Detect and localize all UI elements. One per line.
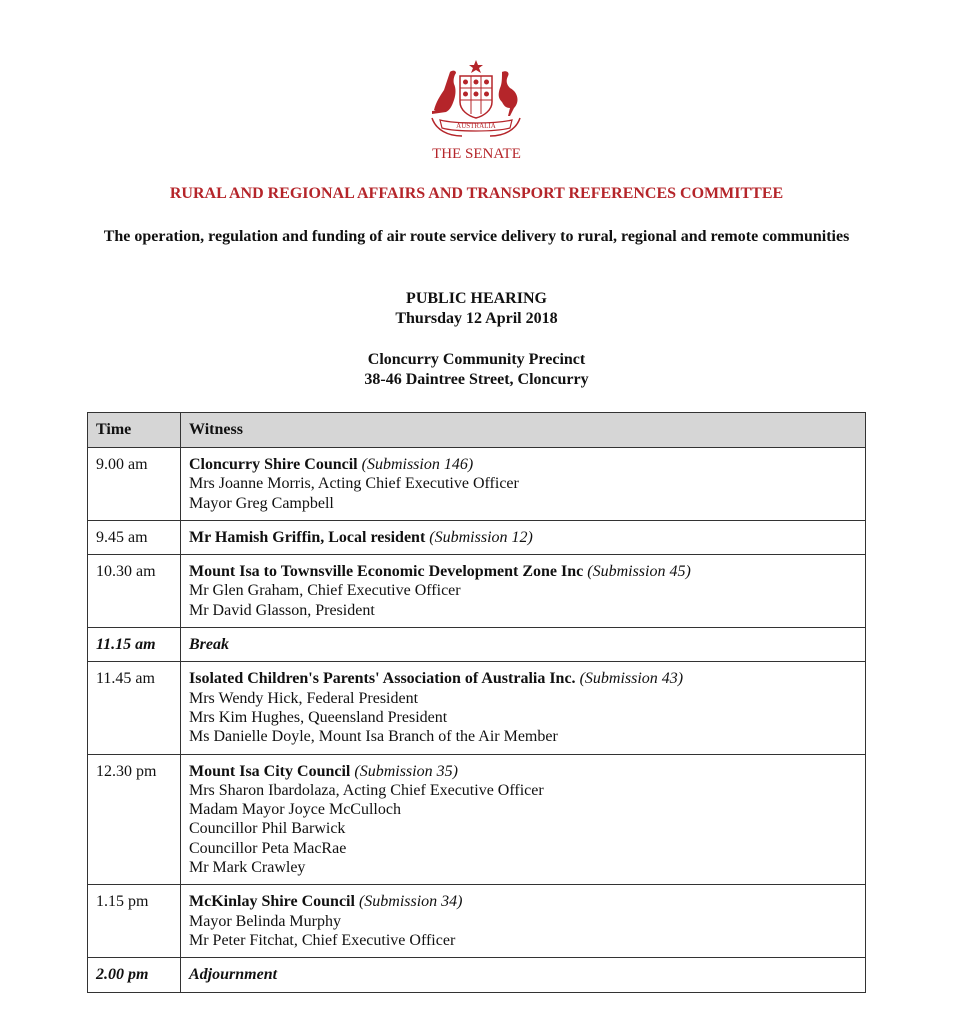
- witness-organisation: Mount Isa City Council: [189, 762, 351, 780]
- break-label: Break: [181, 628, 866, 662]
- witness-person: Councillor Peta MacRae: [189, 839, 347, 857]
- row-witness: [181, 555, 866, 628]
- table-header-row: [88, 413, 866, 448]
- hearing-block: [0, 289, 953, 329]
- inquiry-title: The operation, regulation and funding of air route service delivery to rural, regional and remote communities: [103, 228, 850, 245]
- row-witness: [181, 520, 866, 554]
- witness-organisation: Mount Isa to Townsville Economic Development Zone Inc: [189, 563, 584, 581]
- row-time: 9.45 am: [88, 520, 181, 554]
- row-time: 12.30 pm: [88, 754, 181, 885]
- submission-reference: (Submission 146): [361, 456, 474, 473]
- witness-organisation: Cloncurry Shire Council: [189, 456, 358, 473]
- witness-organisation: Isolated Children's Parents' Association of Australia Inc.: [189, 670, 576, 688]
- hearing-date: Thursday 12 April 2018: [395, 310, 558, 327]
- row-witness: [181, 448, 866, 521]
- table-row: [88, 662, 866, 754]
- row-time: 11.15 am: [88, 628, 181, 662]
- adjournment-label: Adjournment: [181, 958, 866, 992]
- submission-reference: (Submission 43): [579, 670, 684, 688]
- witness-person: Madam Mayor Joyce McCulloch: [189, 801, 401, 819]
- witness-person: Mrs Joanne Morris, Acting Chief Executive Officer: [189, 475, 519, 493]
- row-witness: [181, 662, 866, 754]
- witness-person: Mrs Sharon Ibardolaza, Acting Chief Executive Officer: [189, 781, 544, 799]
- witness-person: Mr Glen Graham, Chief Executive Officer: [189, 582, 461, 600]
- coat-of-arms-logo: [426, 58, 526, 138]
- column-header-witness: Witness: [181, 413, 866, 448]
- witness-person: Mayor Belinda Murphy: [189, 912, 341, 930]
- row-time: 2.00 pm: [88, 958, 181, 992]
- break-row: [88, 628, 866, 662]
- program-table: [87, 412, 866, 993]
- witness-person: Mrs Wendy Hick, Federal President: [189, 689, 419, 707]
- venue-name: Cloncurry Community Precinct: [367, 351, 586, 368]
- row-time: 10.30 am: [88, 555, 181, 628]
- venue-address: 38-46 Daintree Street, Cloncurry: [364, 371, 589, 388]
- crest-label: AUSTRALIA: [456, 122, 496, 130]
- witness-person: Ms Danielle Doyle, Mount Isa Branch of the Air Member: [189, 728, 558, 746]
- table-row: [88, 754, 866, 885]
- submission-reference: (Submission 34): [358, 893, 463, 911]
- witness-person: Mr Peter Fitchat, Chief Executive Officer: [189, 931, 456, 949]
- committee-title: RURAL AND REGIONAL AFFAIRS AND TRANSPORT REFERENCES COMMITTEE: [169, 185, 784, 202]
- witness-person: Mrs Kim Hughes, Queensland President: [189, 708, 448, 726]
- row-time: 1.15 pm: [88, 885, 181, 958]
- submission-reference: (Submission 12): [429, 528, 533, 546]
- witness-person: Mr Mark Crawley: [189, 859, 306, 877]
- column-header-time: Time: [88, 413, 181, 448]
- row-witness: [181, 754, 866, 885]
- table-row: [88, 448, 866, 521]
- submission-reference: (Submission 35): [354, 762, 458, 780]
- chamber-name: THE SENATE: [432, 146, 521, 162]
- submission-reference: (Submission 45): [587, 563, 691, 581]
- witness-person: Mr David Glasson, President: [189, 601, 375, 619]
- venue-block: [0, 350, 953, 390]
- table-row: [88, 520, 866, 554]
- table-row: [88, 555, 866, 628]
- witness-organisation: McKinlay Shire Council: [189, 893, 355, 911]
- hearing-type: PUBLIC HEARING: [406, 290, 547, 307]
- witness-organisation: Mr Hamish Griffin, Local resident: [189, 528, 426, 546]
- table-row: [88, 885, 866, 958]
- row-time: 9.00 am: [88, 448, 181, 521]
- adjournment-row: [88, 958, 866, 992]
- row-time: 11.45 am: [88, 662, 181, 754]
- witness-person: Mayor Greg Campbell: [189, 494, 334, 512]
- row-witness: [181, 885, 866, 958]
- witness-person: Councillor Phil Barwick: [189, 820, 346, 838]
